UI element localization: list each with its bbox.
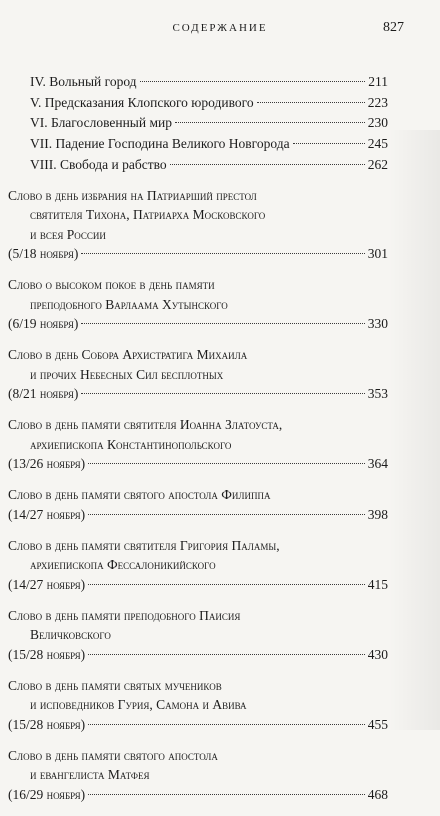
toc-entry-date-line: [8, 314, 388, 334]
toc-entry-line: и всея России: [30, 226, 106, 242]
toc-entry-line: Слово в день избрания на Патриарший престол: [8, 187, 257, 203]
running-title: СОДЕРЖАНИЕ: [172, 22, 268, 34]
dot-leader: [257, 102, 365, 103]
toc-entry-line: Слово в день памяти святителя Григория Паламы,: [8, 537, 280, 553]
dot-leader: [88, 584, 365, 585]
toc-sub-entry-title: V. Предсказания Клопского юродивого: [30, 94, 254, 110]
toc-entry-date-line: [8, 715, 388, 735]
toc-page-number: 245: [367, 136, 388, 152]
toc-entry-date-line: [8, 384, 388, 404]
toc-entry-date-line: [8, 575, 388, 595]
toc-sub-entry[interactable]: [30, 72, 388, 93]
toc-page-number: 211: [368, 74, 388, 89]
dot-leader: [88, 724, 365, 725]
toc-entry[interactable]: [8, 536, 388, 595]
toc-entry-line: и прочих Небесных Сил бесплотных: [30, 366, 224, 382]
toc-entry-line: преподобного Варлаама Хутынского: [30, 296, 228, 312]
toc-entry-date: (6/19 ноября): [8, 316, 79, 332]
toc-entry[interactable]: [8, 676, 388, 735]
dot-leader: [88, 794, 365, 795]
sub-entries-list: [8, 72, 388, 176]
table-of-contents: [8, 72, 388, 816]
dot-leader: [140, 81, 366, 82]
toc-entry[interactable]: [8, 186, 388, 264]
toc-entry-line: Слово в день памяти святых мучеников: [8, 677, 222, 693]
toc-page-number: 415: [367, 576, 388, 592]
toc-entry[interactable]: [8, 746, 388, 805]
toc-sub-entry-title: VII. Падение Господина Великого Новгорода: [30, 136, 290, 152]
toc-entry-line: Слово о высоком покое в день памяти: [8, 277, 215, 293]
page-number: 827: [383, 20, 404, 35]
toc-entry-line: архиепископа Константинопольского: [30, 436, 232, 452]
page-header: [0, 22, 440, 42]
toc-sub-entry-title: VIII. Свобода и рабство: [30, 156, 167, 172]
toc-entry-line: святителя Тихона, Патриарха Московского: [30, 207, 266, 223]
toc-entry-line: Слово в день памяти святого апостола Филиппа: [8, 487, 271, 503]
dot-leader: [81, 393, 364, 394]
toc-page-number: 364: [367, 456, 388, 472]
toc-entry[interactable]: [8, 606, 388, 665]
toc-sub-entry[interactable]: [30, 113, 388, 134]
dot-leader: [88, 463, 365, 464]
dot-leader: [293, 143, 365, 144]
toc-sub-entry-title: IV. Вольный город: [30, 74, 137, 89]
toc-entry-date: (13/26 ноября): [8, 456, 86, 472]
toc-entry-date-line: [8, 244, 388, 264]
toc-sub-entry-title: VI. Благословенный мир: [30, 115, 172, 131]
toc-page-number: 398: [367, 506, 388, 522]
dot-leader: [81, 323, 364, 324]
toc-entry[interactable]: [8, 275, 388, 334]
dot-leader: [88, 514, 365, 515]
toc-entry-line: Слово в день Собора Архистратига Михаила: [8, 347, 248, 363]
toc-page-number: 301: [367, 246, 388, 262]
toc-page-number: 330: [367, 316, 388, 332]
dot-leader: [175, 122, 365, 123]
toc-entry-line: и евангелиста Матфея: [30, 767, 150, 783]
toc-page-number: 262: [367, 156, 388, 172]
toc-entry-date: (5/18 ноября): [8, 246, 79, 262]
toc-sub-entry[interactable]: [30, 155, 388, 176]
toc-entry[interactable]: [8, 345, 388, 404]
toc-page-number: 455: [367, 716, 388, 732]
toc-entry-date-line: [8, 505, 388, 525]
toc-entry[interactable]: [8, 415, 388, 474]
dot-leader: [88, 654, 365, 655]
page-edge-shadow: [388, 130, 440, 730]
toc-entry-line: Величковского: [30, 627, 111, 643]
toc-entry-date: (15/28 ноября): [8, 716, 86, 732]
dot-leader: [81, 253, 364, 254]
toc-sub-entry[interactable]: [30, 93, 388, 114]
toc-entry-line: Слово в день памяти преподобного Паисия: [8, 607, 241, 623]
toc-entry-date: (16/29 ноября): [8, 786, 86, 802]
toc-entry-date-line: [8, 785, 388, 805]
toc-sub-entry[interactable]: [30, 134, 388, 155]
toc-page-number: 223: [367, 94, 388, 110]
toc-page-number: 468: [367, 786, 388, 802]
toc-entry-line: и исповедников Гурия, Самона и Авива: [30, 697, 247, 713]
toc-entry-line: архиепископа Фессалоникийского: [30, 557, 216, 573]
toc-entry-date-line: [8, 454, 388, 474]
toc-page-number: 353: [367, 386, 388, 402]
toc-entry-date: (14/27 ноября): [8, 576, 86, 592]
toc-page-number: 230: [367, 115, 388, 131]
toc-entry[interactable]: [8, 485, 388, 524]
toc-entry-date: (14/27 ноября): [8, 506, 86, 522]
dot-leader: [170, 164, 365, 165]
toc-entry-date: (8/21 ноября): [8, 386, 79, 402]
toc-entry-date-line: [8, 645, 388, 665]
toc-page-number: 430: [367, 646, 388, 662]
toc-entry-line: Слово в день памяти святого апостола: [8, 747, 218, 763]
toc-entry-date: (15/28 ноября): [8, 646, 86, 662]
toc-entry-line: Слово в день памяти святителя Иоанна Златоуста,: [8, 417, 283, 433]
